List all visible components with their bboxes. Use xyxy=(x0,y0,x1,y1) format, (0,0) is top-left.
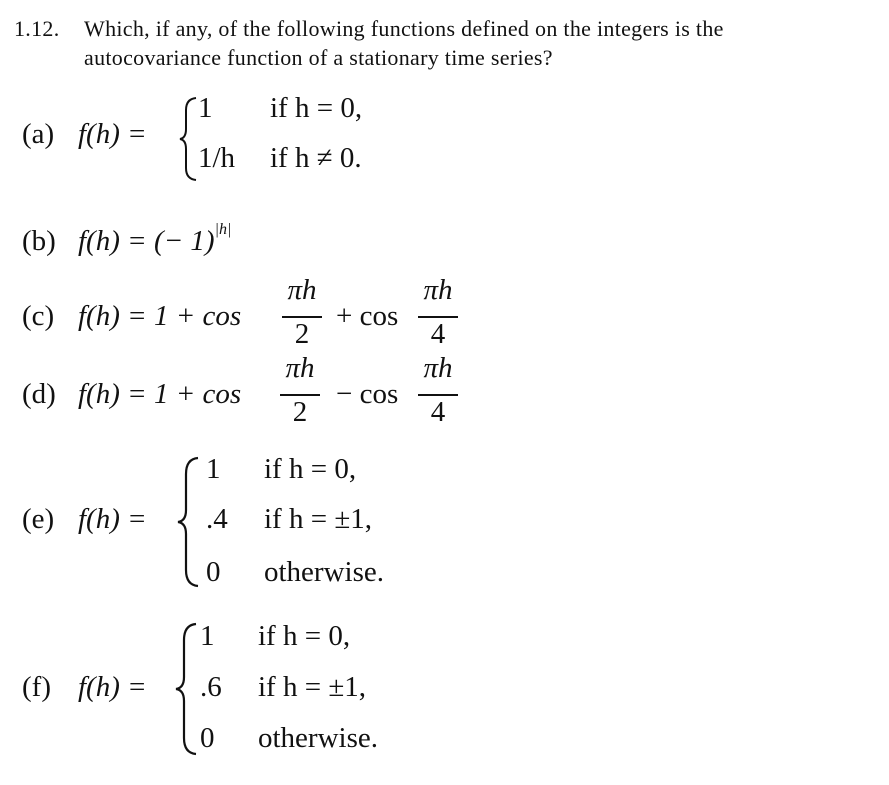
part-d-frac2-numerator: πh xyxy=(423,352,453,384)
part-f-case2-condition: if h = ±1, xyxy=(258,671,366,703)
part-e-case2-condition: if h = ±1, xyxy=(264,503,372,535)
part-c-frac1-denominator: 2 xyxy=(294,318,310,350)
part-d-frac1-denominator: 2 xyxy=(292,396,308,428)
part-d-frac1-numerator: πh xyxy=(285,352,315,384)
part-f-case3-value: 0 xyxy=(200,722,215,754)
part-a-case2-condition: if h ≠ 0. xyxy=(270,142,362,174)
part-f-label: (f) xyxy=(22,671,51,703)
part-e-case1-value: 1 xyxy=(206,453,221,485)
part-a-case2-value: 1/h xyxy=(198,142,236,174)
part-a-case1-value: 1 xyxy=(198,92,213,124)
part-c-frac2-denominator: 4 xyxy=(430,318,446,350)
part-d-frac2-denominator: 4 xyxy=(430,396,446,428)
part-f-lhs: f(h) = xyxy=(78,671,147,703)
problem-text-line-1: Which, if any, of the following functions defined on the integers is the xyxy=(84,16,724,41)
part-a-brace xyxy=(178,96,200,182)
part-c-frac1-numerator: πh xyxy=(287,274,317,306)
part-f-case1-value: 1 xyxy=(200,620,215,652)
part-d-lhs: f(h) = 1 + cos xyxy=(78,378,242,410)
part-b-exponent: |h| xyxy=(214,221,232,238)
part-e-label: (e) xyxy=(22,503,55,535)
part-b-expression xyxy=(78,221,232,258)
part-c-middle: + cos xyxy=(336,300,399,332)
part-d-middle: − cos xyxy=(336,378,399,410)
part-e-lhs: f(h) = xyxy=(78,503,147,535)
part-c-frac2-numerator: πh xyxy=(423,274,453,306)
part-f-brace xyxy=(174,622,200,756)
problem-text-line-2: autocovariance function of a stationary time series? xyxy=(84,45,553,70)
part-c-lhs: f(h) = 1 + cos xyxy=(78,300,242,332)
problem-number: 1.12. xyxy=(14,16,60,41)
part-a-label: (a) xyxy=(22,118,55,150)
part-f-case2-value: .6 xyxy=(200,671,222,703)
part-b-label: (b) xyxy=(22,225,56,257)
part-e-case2-value: .4 xyxy=(206,503,228,535)
part-d-label: (d) xyxy=(22,378,56,410)
part-c-label: (c) xyxy=(22,300,55,332)
part-e-case3-value: 0 xyxy=(206,556,221,588)
part-f-case1-condition: if h = 0, xyxy=(258,620,351,652)
part-e-brace xyxy=(176,456,202,588)
part-f-case3-condition: otherwise. xyxy=(258,722,378,754)
part-a-lhs: f(h) = xyxy=(78,118,147,150)
part-e-case3-condition: otherwise. xyxy=(264,556,384,588)
part-a-case1-condition: if h = 0, xyxy=(270,92,363,124)
part-b-expr-text: f(h) = (− 1) xyxy=(78,225,215,257)
part-e-case1-condition: if h = 0, xyxy=(264,453,357,485)
